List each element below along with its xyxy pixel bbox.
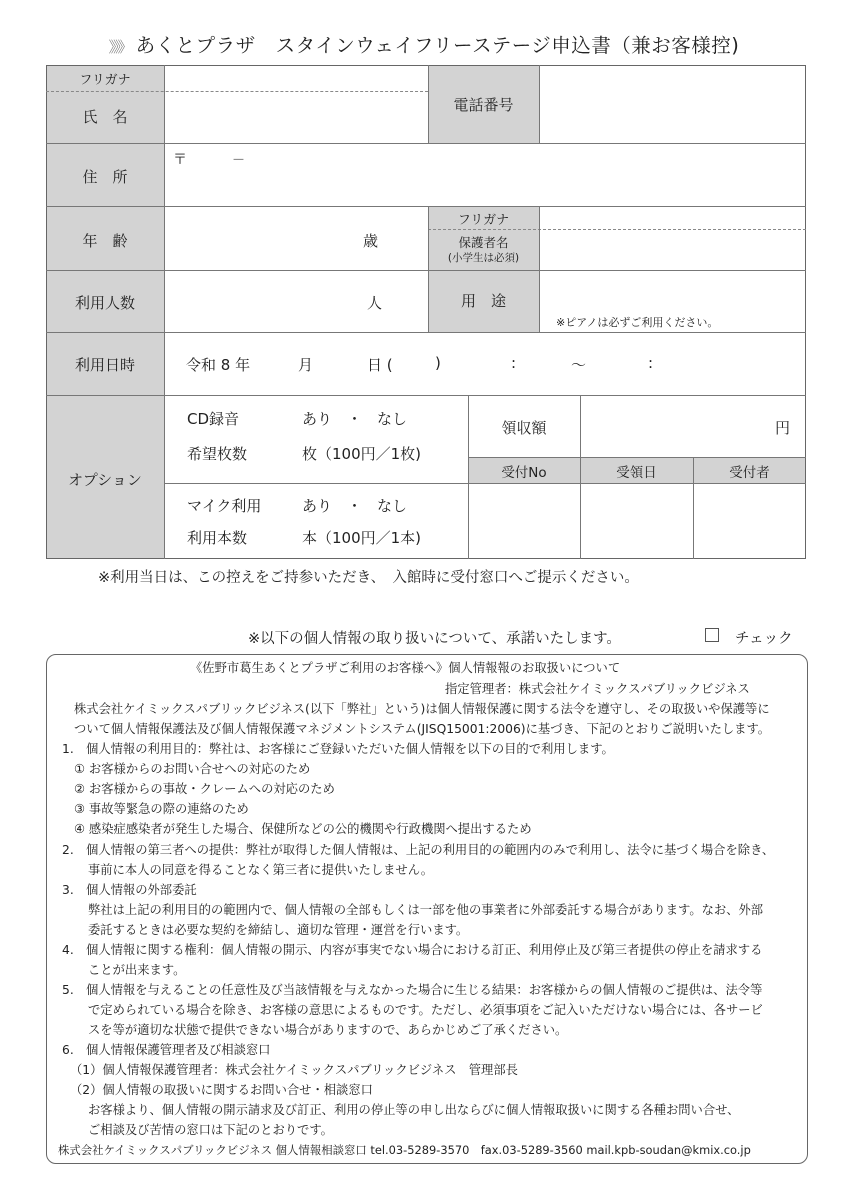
- consent-checkbox[interactable]: [705, 628, 719, 642]
- time-colon-end: :: [648, 354, 654, 372]
- postal-dash: －: [232, 153, 246, 168]
- mic-label: マイク利用: [187, 497, 262, 515]
- privacy-section6: 6. 個人情報保護管理者及び相談窓口: [62, 1043, 271, 1057]
- address-label: 住 所: [82, 168, 128, 186]
- phone-label: 電話番号: [453, 96, 514, 114]
- date-paren-close: ): [435, 354, 441, 372]
- privacy-section6-line1: お客様より、個人情報の開示請求及び訂正、利用の停止等の申し出ならびに個人情報取扱いに関する各種お問い合せ、: [88, 1103, 740, 1117]
- privacy-section1: 1. 個人情報の利用目的：弊社は、お客様にご登録いただいた個人情報を以下の目的で利用します。: [62, 742, 614, 756]
- privacy-section5-line1: 5. 個人情報を与えることの任意性及び当該情報を与えなかった場合に生じる結果：お客様からの個人情報のご提供は、法令等: [62, 983, 763, 997]
- privacy-intro-line2: ついて個人情報保護法及び個人情報保護マネジメントシステム(JISQ15001:2006)に基づき、下記のとおりご説明いたします。: [74, 722, 771, 736]
- receipt-number-header: 受付No: [501, 465, 547, 481]
- users-label: 利用人数: [74, 294, 135, 312]
- form-title-text: あくとプラザ スタインウェイフリーステージ申込書（兼お客様控): [135, 34, 740, 57]
- yen-unit: 円: [775, 419, 791, 437]
- privacy-heading: 《佐野市葛生あくとプラザご利用のお客様へ》個人情報報のお取扱いについて: [190, 661, 621, 675]
- receipt-label: 領収額: [501, 419, 547, 437]
- privacy-section1-item3: ③ 事故等緊急の際の連絡のため: [74, 802, 249, 816]
- mic-choice: あり ・ なし: [302, 497, 408, 515]
- date-label: 利用日時: [74, 356, 135, 374]
- mic-count-label: 利用本数: [187, 529, 248, 547]
- age-unit: 歳: [363, 232, 379, 250]
- chevron-arrows-icon: 》》》: [108, 38, 130, 56]
- privacy-section6-item2: （2）個人情報の取扱いに関するお問い合せ・相談窓口: [70, 1083, 373, 1097]
- privacy-section4-line2: ことが出来ます。: [88, 963, 186, 977]
- privacy-section2-line2: 事前に本人の同意を得ることなく第三者に提供いたしません。: [88, 863, 434, 877]
- privacy-section2-line1: 2. 個人情報の第三者への提供：弊社が取得した個人情報は、上記の利用目的の範囲内のみで利用し、法令に基づく場合を除き、: [62, 843, 775, 857]
- guardian-furigana-label: フリガナ: [457, 213, 510, 228]
- date-era: 令和 8 年: [186, 356, 251, 374]
- age-label: 年 齢: [82, 232, 128, 250]
- consent-check-label: チェック: [735, 631, 793, 647]
- privacy-intro-line1: 株式会社ケイミックスパブリックビジネス(以下「弊社」という)は個人情報保護に関する法令を遵守し、その取扱いや保護等に: [74, 702, 770, 716]
- piano-note: ※ピアノは必ずご利用ください。: [556, 316, 719, 329]
- users-unit: 人: [367, 294, 383, 312]
- time-colon-start: :: [511, 354, 517, 372]
- privacy-section6-item1: （1）個人情報保護管理者：株式会社ケイミックスパブリックビジネス 管理部長: [70, 1063, 518, 1077]
- privacy-section6-line2: ご相談及び苦情の窓口は下記のとおりです。: [88, 1123, 333, 1137]
- privacy-section5-line2: で定められている場合を除き、お客様の意思によるものです。ただし、必須事項をご記入いただけない場合には、各サービ: [88, 1003, 763, 1017]
- postal-mark: 〒: [173, 152, 187, 168]
- cd-recording-label: CD録音: [187, 410, 240, 428]
- privacy-section4-line1: 4. 個人情報に関する権利：個人情報の開示、内容が事実でない場合における訂正、利用停止及び第三者提供の停止を請求する: [62, 943, 763, 957]
- privacy-section3-line1: 弊社は上記の利用目的の範囲内で、個人情報の全部もしくは一部を他の事業者に外部委託する場合があります。なお、外部: [88, 903, 764, 917]
- privacy-section5-line3: スを等が適切な状態で提供できない場合がありますので、あらかじめご了承ください。: [88, 1023, 568, 1037]
- mic-price: 本（100円／1本): [302, 529, 422, 547]
- time-tilde: 〜: [571, 356, 587, 374]
- consent-text: ※以下の個人情報の取り扱いについて、承諾いたします。: [248, 631, 621, 647]
- cd-price: 枚（100円／1枚): [302, 445, 422, 463]
- guardian-note: (小学生は必須): [447, 252, 520, 264]
- receipt-date-header: 受領日: [616, 465, 657, 481]
- cd-count-label: 希望枚数: [187, 445, 248, 463]
- furigana-label: フリガナ: [79, 73, 131, 88]
- privacy-contact: 株式会社ケイミックスパブリックビジネス 個人情報相談窓口 tel.03-5289-3570 fax.03-5289-3560 mail.kpb-soudan@kmix.co.jp: [58, 1143, 751, 1157]
- option-label: オプション: [68, 471, 142, 489]
- purpose-label: 用 途: [460, 292, 506, 310]
- privacy-section1-item2: ② お客様からの事故・クレームへの対応のため: [74, 782, 335, 796]
- privacy-section3-line2: 委託するときは必要な契約を締結し、適切な管理・運営を行います。: [88, 923, 469, 937]
- guardian-label: 保護者名: [458, 235, 509, 250]
- date-month: 月: [298, 356, 314, 374]
- privacy-section1-item4: ④ 感染症感染者が発生した場合、保健所などの公的機関や行政機関へ提出するため: [74, 822, 532, 836]
- privacy-section1-item1: ① お客様からのお問い合せへの対応のため: [74, 762, 311, 776]
- form-title: [0, 30, 848, 58]
- receipt-person-header: 受付者: [729, 465, 770, 481]
- date-day: 日 (: [367, 356, 393, 374]
- name-label: 氏 名: [82, 108, 128, 126]
- privacy-manager: 指定管理者：株式会社ケイミックスパブリックビジネス: [445, 682, 750, 696]
- cd-choice: あり ・ なし: [302, 410, 408, 428]
- bring-copy-notice: ※利用当日は、この控えをご持参いただき、 入館時に受付窓口へご提示ください。: [98, 570, 639, 586]
- privacy-section3: 3. 個人情報の外部委託: [62, 883, 197, 897]
